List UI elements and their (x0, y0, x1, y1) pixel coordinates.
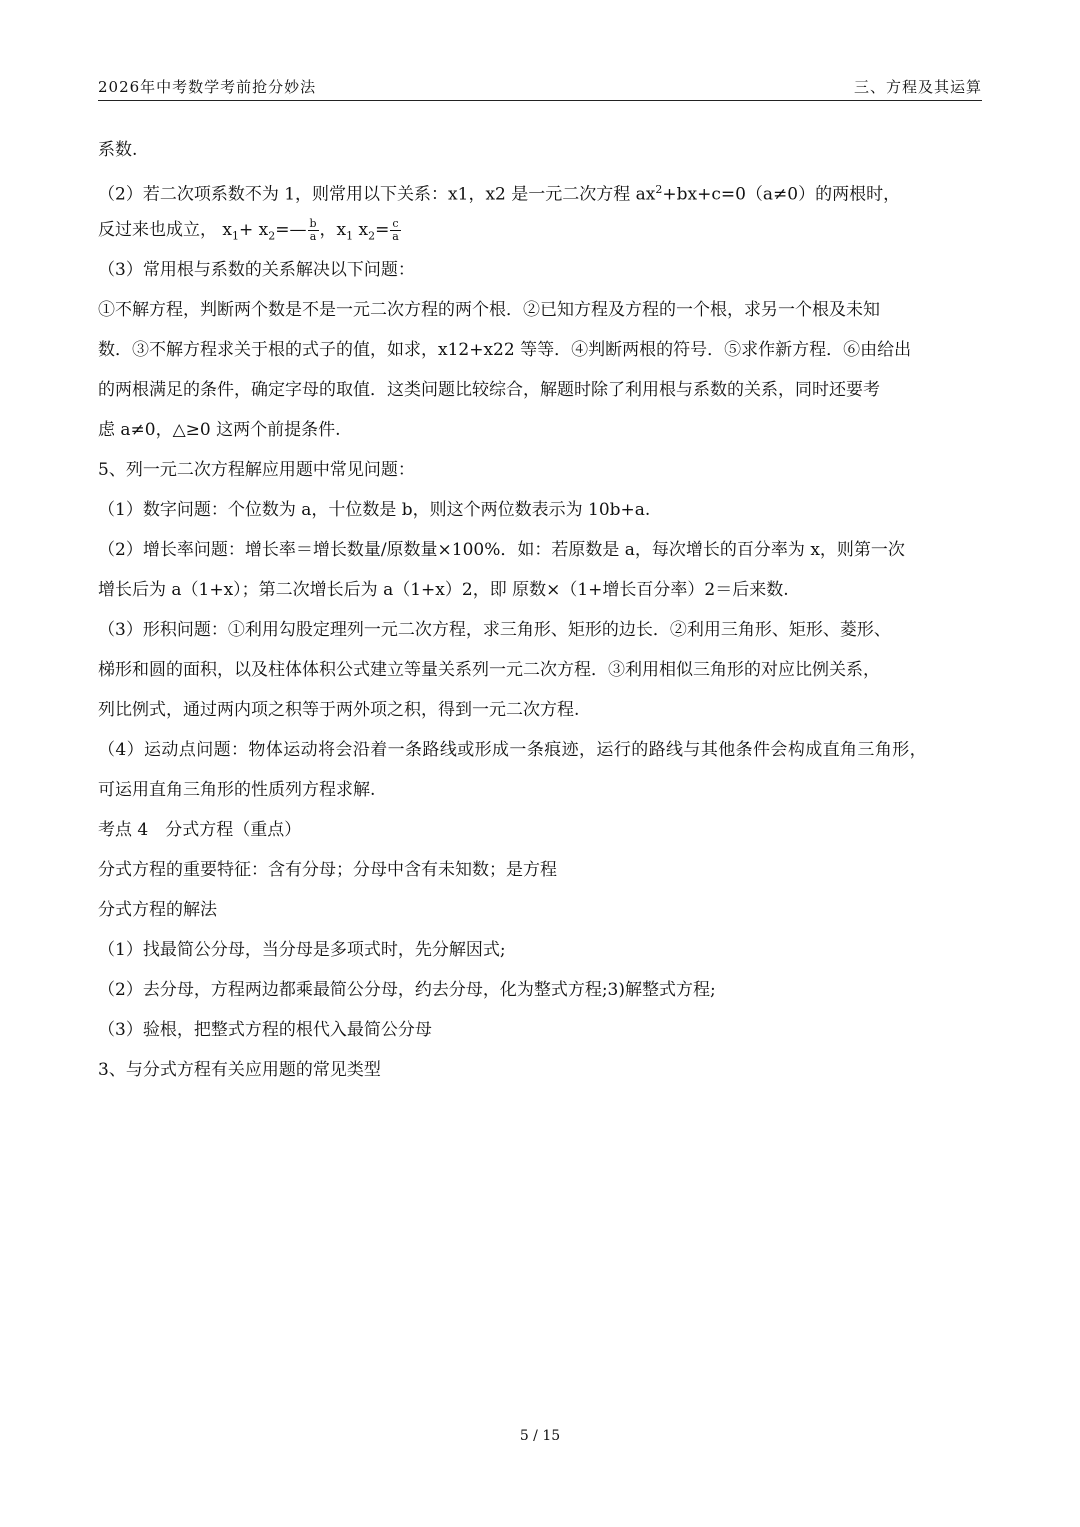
text-line: （1）找最简公分母，当分母是多项式时，先分解因式; (98, 940, 506, 960)
text-line: 梯形和圆的面积，以及柱体体积公式建立等量关系列一元二次方程．③利用相似三角形的对应比例关系， (98, 660, 880, 680)
text-line: （3）形积问题：①利用勾股定理列一元二次方程，求三角形、矩形的边长．②利用三角形、矩形、菱形、 (98, 620, 891, 640)
text-line: （1）数字问题：个位数为 a，十位数是 b，则这个两位数表示为 10b+a. (98, 500, 651, 520)
text-line: （3）验根，把整式方程的根代入最简公分母 (98, 1020, 432, 1040)
text-line: （2）若二次项系数不为 1，则常用以下关系：x1，x2 是一元二次方程 $ax^2+bx+c=0(a\ne 0)$的两根时， (98, 183, 901, 205)
fraction-b-over-a: $\frac{b}{a}$ (309, 217, 317, 243)
page-header (98, 74, 982, 101)
text-line: （4）运动点问题：物体运动将会沿着一条路线或形成一条痕迹，运行的路线与其他条件会构成直角三角形， (98, 740, 928, 760)
fraction-c-over-a: $\frac{c}{a}$ (392, 217, 399, 243)
page-number: 5 / 15 (519, 1428, 561, 1444)
text-line: 的两根满足的条件，确定字母的取值．这类问题比较综合，解题时除了利用根与系数的关系，同时还要考 (98, 380, 880, 400)
text-line: 分式方程的重要特征：含有分母；分母中含有未知数；是方程 (98, 860, 557, 880)
header-section: 三、方程及其运算 (853, 78, 982, 96)
text-line: 可运用直角三角形的性质列方程求解. (98, 780, 376, 800)
header-title: 2026年中考数学考前抢分妙法 (98, 78, 317, 96)
text-line: 数．③不解方程求关于根的式子的值，如求，x12+x22 等等．④判断两根的符号．⑤求作新方程．⑥由给出 (98, 340, 912, 360)
text-line: 虑 a≠0，△≥0 这两个前提条件. (98, 420, 341, 440)
text-line: 3、与分式方程有关应用题的常见类型 (98, 1060, 381, 1080)
text-line: （3）常用根与系数的关系解决以下问题： (98, 260, 415, 280)
text-line: （2）增长率问题：增长率＝增长数量/原数量×100%．如：若原数是 a，每次增长的百分率为 x，则第一次 (98, 540, 905, 560)
section-heading: 考点 4 分式方程（重点） (98, 820, 302, 840)
text-line: （2）去分母，方程两边都乘最简公分母，约去分母，化为整式方程;3)解整式方程; (98, 980, 716, 1000)
page-content (98, 130, 984, 1090)
text-line: 增长后为 a（1+x）；第二次增长后为 a（1+x）2，即 原数×（1+增长百分率）2＝后来数. (98, 580, 789, 600)
text-line: 系数. (98, 140, 138, 160)
text-line: 列比例式，通过两内项之积等于两外项之积，得到一元二次方程. (98, 700, 580, 720)
text-line: ①不解方程，判断两个数是不是一元二次方程的两个根．②已知方程及方程的一个根，求另一个根及未知 (98, 300, 880, 320)
formula-line: 反过来也成立， $x_1+$ $x_2=—$ $\frac{b}{a}$ ，$x_1$ $x_2=$ $\frac{c}{a}$ (98, 217, 399, 243)
text-line: 分式方程的解法 (98, 900, 217, 920)
text-line: 5、列一元二次方程解应用题中常见问题： (98, 460, 415, 480)
